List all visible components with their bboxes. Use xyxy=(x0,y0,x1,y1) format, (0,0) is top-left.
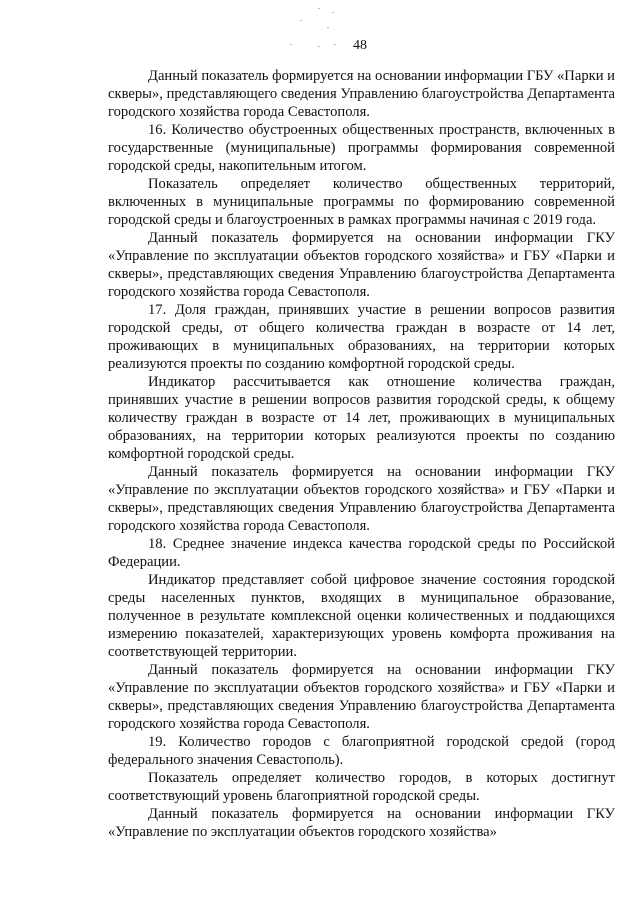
scan-speckle xyxy=(327,27,329,28)
paragraph-11: 19. Количество городов с благоприятной городской средой (город федерального значения Севастополь). xyxy=(108,734,615,768)
paragraph-3: Показатель определяет количество общественных территорий, включенных в муниципальные программы по формированию современной городской среды и благоустроенных в рамках программы начиная с 2019 года. xyxy=(108,176,615,228)
page-number: 48 xyxy=(353,38,367,53)
paragraph-4: Данный показатель формируется на основании информации ГКУ «Управление по эксплуатации объектов городского хозяйства» и ГБУ «Парки и скверы», представляющих сведения Управлению благоустройства Департамента городского хозяйства города Севастополя. xyxy=(108,230,615,300)
scan-speckle xyxy=(300,20,302,21)
paragraph-8: 18. Среднее значение индекса качества городской среды по Российской Федерации. xyxy=(108,536,615,570)
scan-speckle xyxy=(318,8,320,9)
paragraph-6: Индикатор рассчитывается как отношение количества граждан, принявших участие в решении вопросов развития городской среды, к общему количеству граждан в возрасте от 14 лет, проживающих в муниципальных образованиях, на территории которых реализуются проекты по созданию комфортной городской среды. xyxy=(108,374,615,462)
paragraph-2: 16. Количество обустроенных общественных пространств, включенных в государственные (муниципальные) программы формирования современной городской среды, накопительным итогом. xyxy=(108,122,615,174)
paragraph-1: Данный показатель формируется на основании информации ГБУ «Парки и скверы», представляющего сведения Управлению благоустройства Департамента городского хозяйства города Севастополя. xyxy=(108,68,615,120)
paragraph-10: Данный показатель формируется на основании информации ГКУ «Управление по эксплуатации объектов городского хозяйства» и ГБУ «Парки и скверы», представляющих сведения Управлению благоустройства Департамента городского хозяйства города Севастополя. xyxy=(108,662,615,732)
paragraph-13: Данный показатель формируется на основании информации ГКУ «Управление по эксплуатации объектов городского хозяйства» xyxy=(108,806,615,840)
scan-speckle xyxy=(332,12,334,13)
paragraph-5: 17. Доля граждан, принявших участие в решении вопросов развития городской среды, от общего количества граждан в возрасте от 14 лет, проживающих в муниципальных образованиях, на территории которых реализуются проекты по созданию комфортной городской среды. xyxy=(108,302,615,372)
paragraph-9: Индикатор представляет собой цифровое значение состояния городской среды населенных пунктов, входящих в муниципальное образование, полученное в результате комплексной оценки количественных и поддающихся измерению показателей, характеризующих уровень комфорта проживания на соответствующей территории. xyxy=(108,572,615,660)
paragraph-7: Данный показатель формируется на основании информации ГКУ «Управление по эксплуатации объектов городского хозяйства» и ГБУ «Парки и скверы», представляющих сведения Управлению благоустройства Департамента городского хозяйства города Севастополя. xyxy=(108,464,615,534)
document-body xyxy=(108,67,615,841)
paragraph-12: Показатель определяет количество городов, в которых достигнут соответствующий уровень благоприятной городской среды. xyxy=(108,770,615,804)
